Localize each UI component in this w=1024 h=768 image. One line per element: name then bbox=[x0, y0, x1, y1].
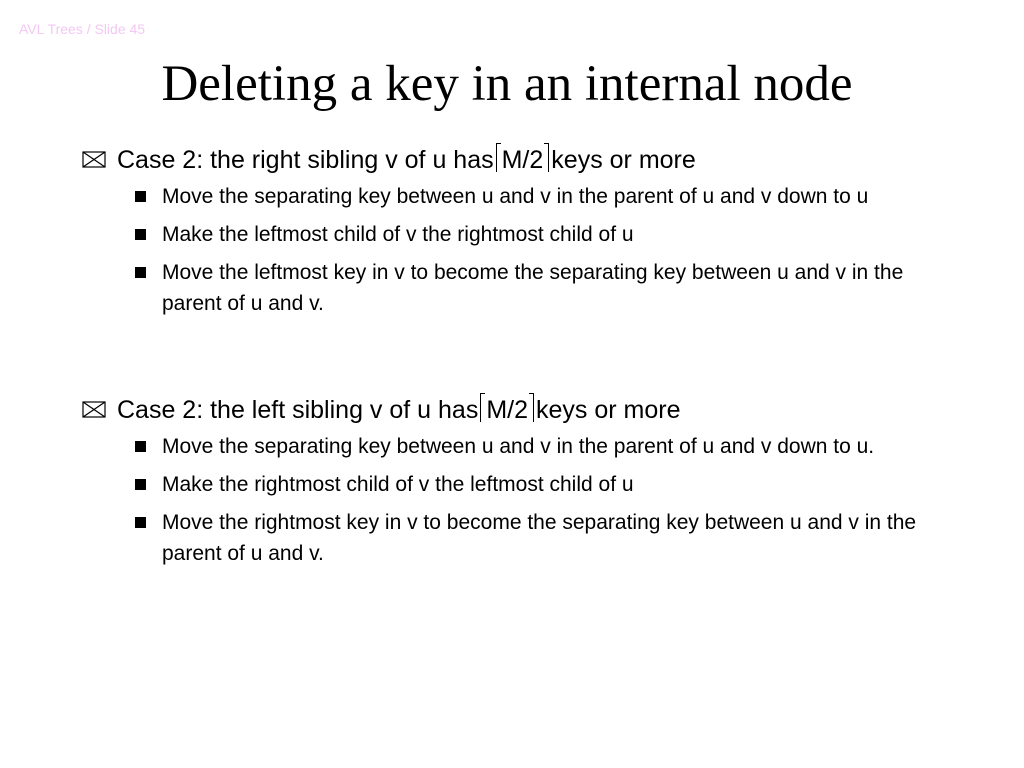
square-bullet-icon bbox=[135, 479, 146, 490]
case-right-sibling bbox=[82, 143, 942, 326]
slide-title: Deleting a key in an internal node bbox=[161, 56, 853, 112]
bullet-text: Move the separating key between u and v in the parent of u and v down to u bbox=[162, 185, 869, 208]
square-bullet-icon bbox=[135, 267, 146, 278]
square-bullet-icon bbox=[135, 229, 146, 240]
case-heading bbox=[82, 393, 942, 427]
case-heading-prefix: Case 2: the right sibling v of u has bbox=[117, 145, 494, 174]
bullet-text: Make the leftmost child of v the rightmost child of u bbox=[162, 223, 634, 246]
list-item bbox=[82, 469, 942, 500]
bullet-text: Move the leftmost key in v to become the separating key between u and v in the parent of u and v. bbox=[162, 261, 904, 315]
list-item bbox=[82, 219, 942, 250]
case-heading-suffix: keys or more bbox=[551, 145, 696, 174]
case-heading-suffix: keys or more bbox=[536, 395, 681, 424]
list-item bbox=[82, 181, 942, 212]
case-heading-prefix: Case 2: the left sibling v of u has bbox=[117, 395, 479, 424]
bullet-text: Move the separating key between u and v in the parent of u and v down to u. bbox=[162, 435, 875, 458]
square-bullet-icon bbox=[135, 191, 146, 202]
square-bullet-icon bbox=[135, 441, 146, 452]
envelope-icon bbox=[82, 150, 107, 170]
case-left-sibling bbox=[82, 393, 942, 576]
bullet-text: Move the rightmost key in v to become the separating key between u and v in the parent of u and v. bbox=[162, 511, 917, 565]
square-bullet-icon bbox=[135, 517, 146, 528]
envelope-icon bbox=[82, 400, 107, 420]
list-item bbox=[82, 257, 942, 319]
bullet-list bbox=[82, 431, 942, 569]
case-heading bbox=[82, 143, 942, 177]
bullet-text: Make the rightmost child of v the leftmost child of u bbox=[162, 473, 634, 496]
list-item bbox=[82, 431, 942, 462]
list-item bbox=[82, 507, 942, 569]
bullet-list bbox=[82, 181, 942, 319]
ceiling-expression: M/2 bbox=[496, 146, 550, 175]
ceiling-expression: M/2 bbox=[480, 396, 534, 425]
slide-header-tag: AVL Trees / Slide 45 bbox=[19, 21, 146, 37]
